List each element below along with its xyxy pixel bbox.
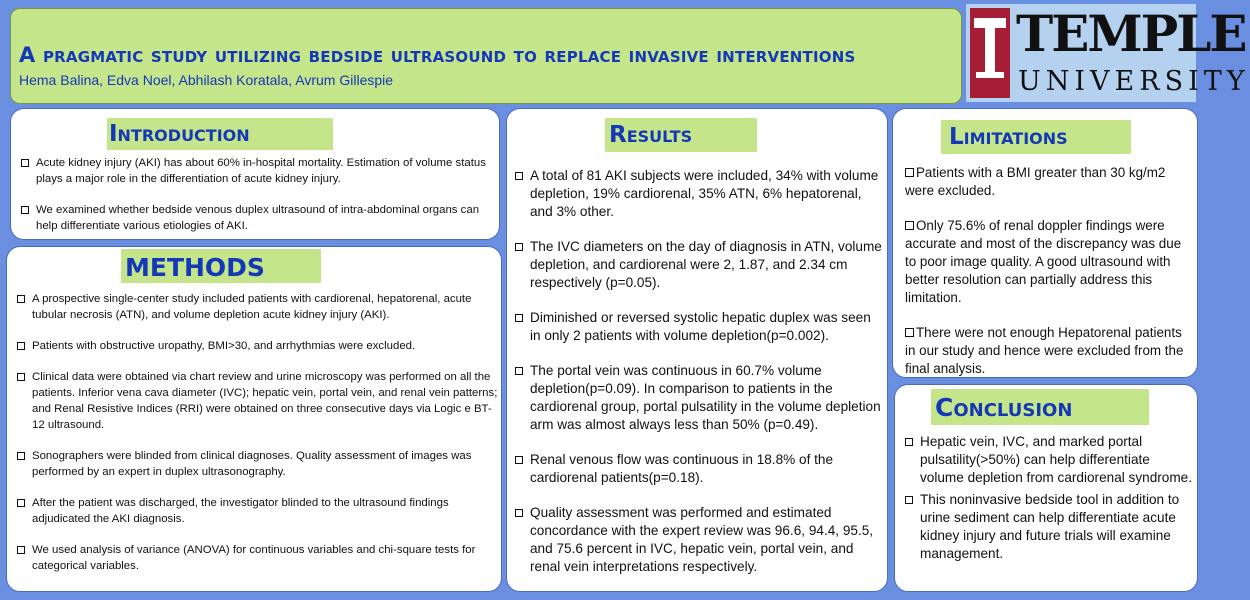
list-item: A total of 81 AKI subjects were included, 34% with volume depletion, 19% cardiorenal, 35% ATN, 6% hepatorenal, and 3% other. [515,167,885,221]
methods-list [17,291,499,589]
methods-panel [6,246,502,592]
temple-university-logo [966,4,1250,102]
list-item: Hepatic vein, IVC, and marked portal pulsatility(>50%) can help differentiate volume depletion from cardiorenal syndrome. [905,433,1195,487]
list-item: We examined whether bedside venous duplex ultrasound of intra-abdominal organs can help differentiate various etiologies of AKI. [21,202,501,234]
list-item: This noninvasive bedside tool in addition to urine sediment can help differentiate acute kidney injury and future trials will examine management. [905,491,1195,563]
list-item: There were not enough Hepatorenal patients in our study and hence were excluded from the final analysis. [905,325,1184,376]
temple-t-icon [970,8,1010,98]
checkbox-icon [905,168,914,177]
introduction-heading: Introduction [107,118,333,150]
limitations-panel [892,108,1198,378]
logo-wordmark-university: UNIVERSITY [1018,66,1250,97]
list-item: Patients with obstructive uropathy, BMI>30, and arrhythmias were excluded. [17,338,499,354]
introduction-list [21,155,501,249]
list-item: Sonographers were blinded from clinical diagnoses. Quality assessment of images was performed by an expert in duplex ultrasonography. [17,448,499,480]
limitations-heading: Limitations [941,120,1131,154]
list-item: Clinical data were obtained via chart review and urine microscopy was performed on all the patients. Inferior vena cava diameter (IVC); hepatic vein, portal vein, and renal vein patterns; and Renal Resistive Indices (RRI) were obtained on three consecutive days via Logic e BT-12 ultrasound. [17,369,499,433]
poster-authors: Hema Balina, Edva Noel, Abhilash Koratala, Avrum Gillespie [19,72,394,88]
conclusion-heading: Conclusion [931,389,1149,425]
list-item: The portal vein was continuous in 60.7% volume depletion(p=0.09). In comparison to patients in the cardiorenal group, portal pulsatility in the volume depletion arm was almost always less than 50% (p=0.49). [515,362,885,434]
list-item: Diminished or reversed systolic hepatic duplex was seen in only 2 patients with volume depletion(p=0.002). [515,309,885,345]
list-item: After the patient was discharged, the investigator blinded to the ultrasound findings adjudicated the AKI diagnosis. [17,495,499,527]
list-item: The IVC diameters on the day of diagnosis in ATN, volume depletion, and cardiorenal were 2, 1.87, and 2.34 cm respectively (p=0.05). [515,238,885,292]
checkbox-icon [905,328,914,337]
checkbox-icon [905,221,914,230]
poster-title: A pragmatic study utilizing bedside ultrasound to replace invasive interventions [19,43,856,67]
list-item: Quality assessment was performed and estimated concordance with the expert review was 96.6, 94.4, 95.5, and 75.6 percent in IVC, hepatic vein, portal vein, and renal vein interpretations respectively. [515,504,885,576]
list-item: We used analysis of variance (ANOVA) for continuous variables and chi-square tests for categorical variables. [17,542,499,574]
list-item: A prospective single-center study included patients with cardiorenal, hepatorenal, acute tubular necrosis (ATN), and volume depletion acute kidney injury (AKI). [17,291,499,323]
limitations-list [905,164,1195,395]
list-item: Only 75.6% of renal doppler findings were accurate and most of the discrepancy was due to poor image quality. A good ultrasound with better resolution can partially address this limitation. [905,218,1182,305]
title-banner [10,8,962,104]
results-heading: Results [605,118,757,152]
list-item: Renal venous flow was continuous in 18.8% of the cardiorenal patients(p=0.18). [515,451,885,487]
logo-wordmark-temple: TEMPLE [1016,4,1246,63]
results-panel [506,108,888,592]
results-list [515,167,885,593]
list-item: Patients with a BMI greater than 30 kg/m2 were excluded. [905,165,1166,198]
list-item: Acute kidney injury (AKI) has about 60% in-hospital mortality. Estimation of volume status plays a major role in the differentiation of acute kidney injury. [21,155,501,187]
introduction-panel [10,108,500,240]
conclusion-panel [894,384,1198,592]
methods-heading: METHODS [121,249,321,283]
conclusion-list [905,433,1195,580]
